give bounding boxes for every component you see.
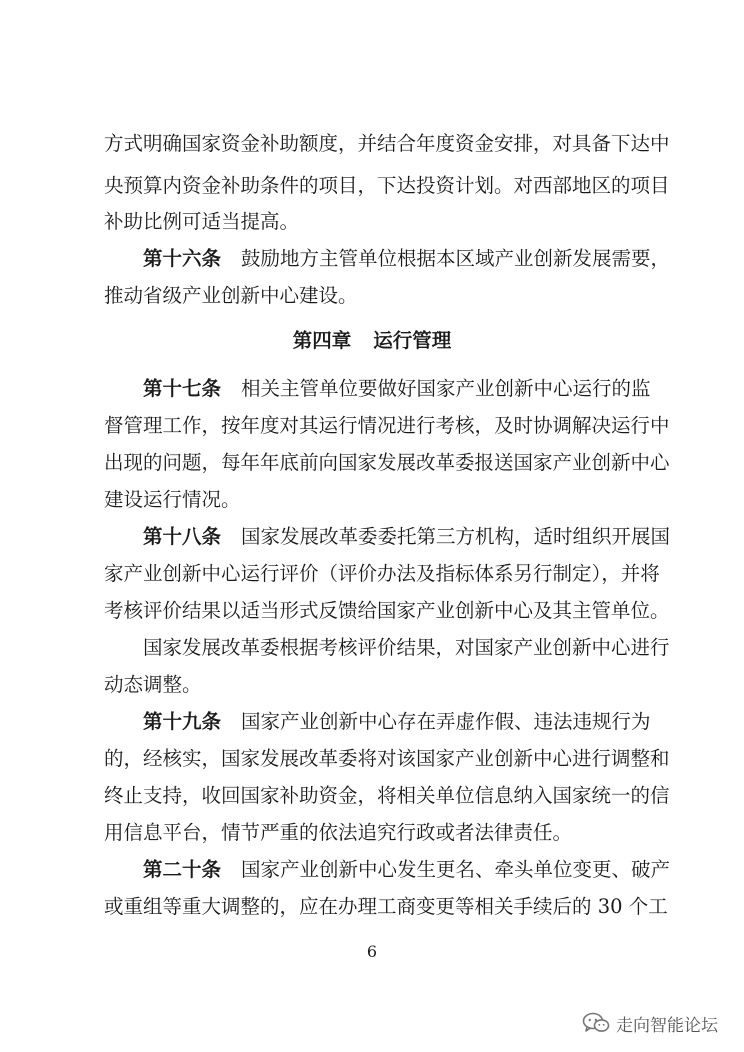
paragraph-line: 家产业创新中心运行评价（评价办法及指标体系另行制定），并将 (104, 562, 660, 585)
article-20-first-line (143, 858, 671, 881)
wechat-icon (582, 1012, 610, 1034)
article-18-label: 第十八条 (143, 525, 222, 548)
article-17-text: 相关主管单位要做好国家产业创新中心运行的监 (241, 377, 651, 400)
paragraph-line: 国家发展改革委根据考核评价结果，对国家产业创新中心进行 (143, 636, 670, 659)
article-18-first-line (143, 525, 671, 548)
paragraph-line: 动态调整。 (104, 673, 202, 696)
watermark (582, 1008, 718, 1038)
paragraph-line: 终止支持，收回国家补助资金，将相关单位信息纳入国家统一的信 (104, 784, 670, 807)
article-20-text: 国家产业创新中心发生更名、牵头单位变更、破产 (241, 858, 671, 881)
article-17-label: 第十七条 (143, 377, 222, 400)
paragraph-line: 的，经核实，国家发展改革委将对该国家产业创新中心进行调整和 (104, 747, 670, 770)
paragraph-line: 建设运行情况。 (104, 488, 241, 511)
chapter-heading (0, 331, 744, 351)
chapter-number: 第四章 (292, 329, 352, 352)
article-16-label: 第十六条 (143, 247, 222, 270)
article-16-text: 鼓励地方主管单位根据本区域产业创新发展需要， (241, 247, 671, 270)
paragraph-line: 推动省级产业创新中心建设。 (104, 284, 358, 307)
article-19-text: 国家产业创新中心存在弄虚作假、违法违规行为 (241, 710, 651, 733)
paragraph-line: 督管理工作，按年度对其运行情况进行考核，及时协调解决运行中 (104, 414, 670, 437)
paragraph-line: 方式明确国家资金补助额度，并结合年度资金安排，对具备下达中 (104, 132, 670, 155)
paragraph-line: 央预算内资金补助条件的项目，下达投资计划。对西部地区的项目 (104, 174, 670, 197)
article-19-label: 第十九条 (143, 710, 222, 733)
paragraph-line: 补助比例可适当提高。 (104, 210, 300, 233)
paragraph-line: 出现的问题，每年年底前向国家发展改革委报送国家产业创新中心 (104, 451, 670, 474)
page-number: 6 (366, 942, 378, 961)
chapter-title: 运行管理 (373, 329, 452, 352)
paragraph-line: 或重组等重大调整的，应在办理工商变更等相关手续后的 30 个工 (104, 895, 668, 918)
article-19-first-line (143, 710, 651, 733)
paragraph-line: 考核评价结果以适当形式反馈给国家产业创新中心及其主管单位。 (104, 599, 670, 622)
article-20-label: 第二十条 (143, 858, 222, 881)
article-16-first-line (143, 247, 671, 270)
article-17-first-line (143, 377, 651, 400)
article-18-text: 国家发展改革委委托第三方机构，适时组织开展国 (241, 525, 671, 548)
watermark-text: 走向智能论坛 (616, 1015, 718, 1036)
paragraph-line: 用信息平台，情节严重的依法追究行政或者法律责任。 (104, 821, 573, 844)
